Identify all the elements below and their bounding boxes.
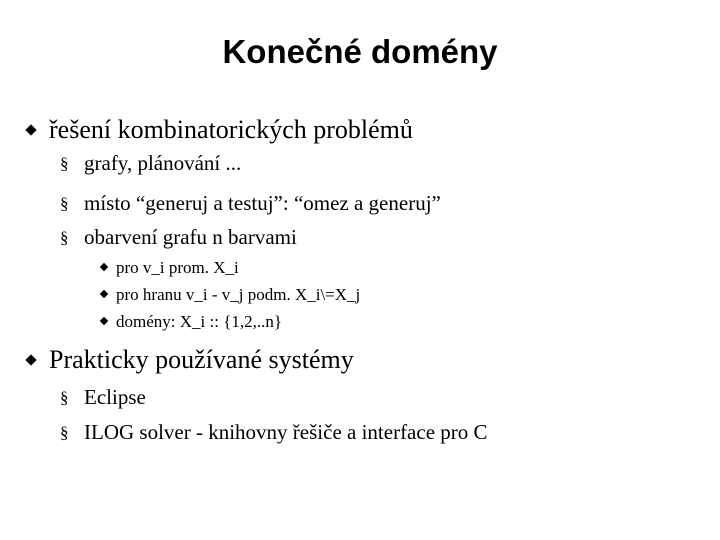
- subbullet-text: obarvení grafu n barvami: [84, 225, 297, 249]
- section-sign-bullet: §: [60, 423, 69, 442]
- diamond-bullet-icon: [100, 257, 116, 279]
- subsubbullet-text: pro hranu v_i - v_j podm. X_i\=X_j: [116, 285, 361, 304]
- subsubbullet-text: domény: X_i :: {1,2,..n}: [116, 312, 283, 331]
- subbullet-text: ILOG solver - knihovny řešiče a interface pro C: [84, 420, 488, 444]
- diamond-bullet-icon: [100, 311, 116, 333]
- subbullet-graph-coloring: [60, 224, 297, 252]
- section-sign-bullet: §: [60, 388, 69, 407]
- section-sign-bullet: §: [60, 228, 69, 247]
- bullet-text: řešení kombinatorických problémů: [49, 115, 413, 144]
- subbullet-eclipse: [60, 384, 146, 412]
- subsubbullet-text: pro v_i prom. X_i: [116, 258, 239, 277]
- section-sign-bullet: §: [60, 154, 69, 173]
- bullet-combinatorial-problems: [25, 114, 413, 146]
- subbullet-generate-and-test: [60, 190, 441, 218]
- slide-title: Konečné domény: [222, 33, 498, 70]
- diamond-bullet-icon: [25, 114, 49, 146]
- section-sign-bullet: §: [60, 194, 69, 213]
- subsubbullet-domains: [100, 311, 282, 333]
- subbullet-ilog-solver: [60, 419, 488, 447]
- diamond-bullet-icon: [100, 284, 116, 306]
- subbullet-text: Eclipse: [84, 385, 146, 409]
- diamond-bullet-icon: [25, 344, 49, 376]
- subbullet-text: grafy, plánování ...: [84, 151, 242, 175]
- bullet-text: Prakticky používané systémy: [49, 345, 354, 374]
- subbullet-text: místo “generuj a testuj”: “omez a generuj”: [84, 191, 441, 215]
- subbullet-graphs-planning: [60, 150, 241, 178]
- subsubbullet-edge-constraint: [100, 284, 360, 306]
- bullet-practical-systems: [25, 344, 354, 376]
- subsubbullet-variable: [100, 257, 239, 279]
